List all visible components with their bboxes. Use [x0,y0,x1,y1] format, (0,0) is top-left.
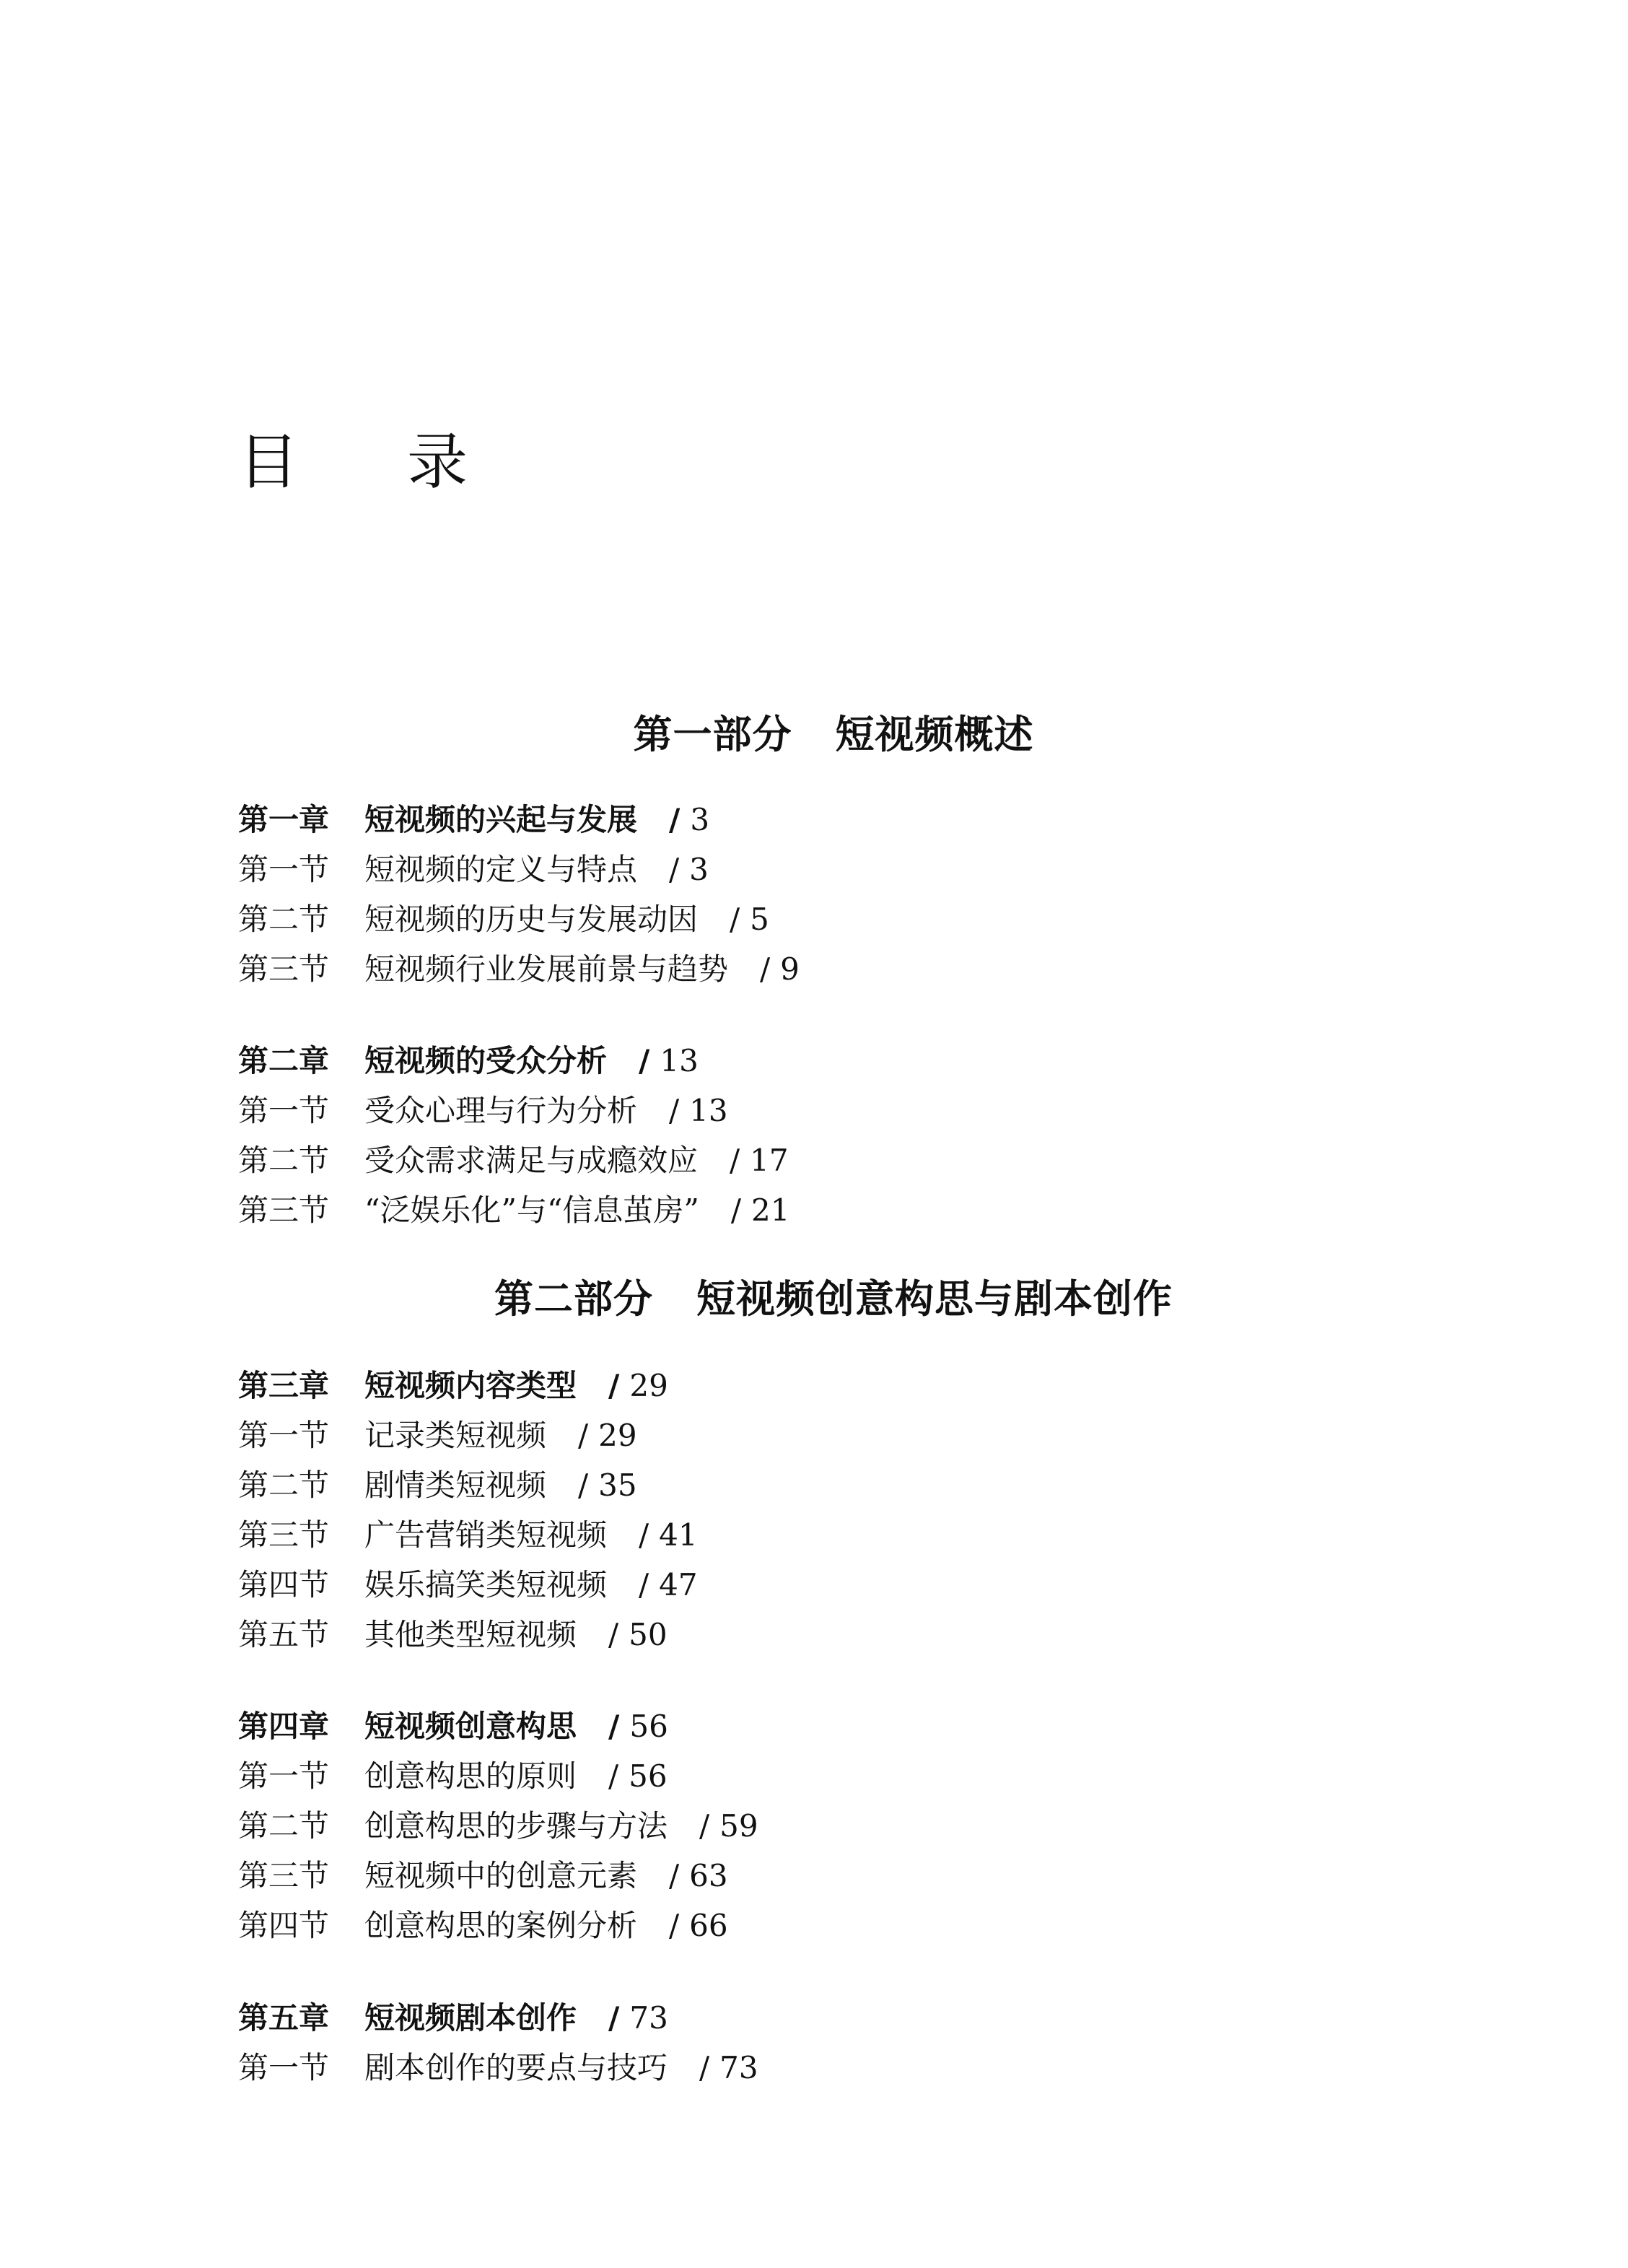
part-label: 第二部分 [494,1276,653,1322]
page-separator: / [608,1617,619,1652]
chapter-group [238,1701,758,1950]
chapter-title: 短视频剧本创作 [364,2000,577,2036]
part-heading [0,1274,1628,1325]
section-entry[interactable] [238,2043,758,2093]
section-label: 第一节 [238,2050,330,2085]
section-label: 第一节 [238,1093,330,1128]
page-separator: / [639,1567,649,1602]
page-separator: / [608,1709,620,1744]
section-label: 第四节 [238,1908,330,1943]
page-number: 66 [689,1908,728,1943]
section-entry[interactable] [238,1901,758,1950]
section-label: 第三节 [238,951,330,987]
section-title: 广告营销类短视频 [364,1517,608,1553]
page-separator: / [608,2000,620,2036]
section-title: 娱乐搞笑类短视频 [364,1567,608,1602]
section-title: 剧情类短视频 [364,1467,547,1503]
toc-title-char: 录 [407,427,468,497]
toc-title [238,426,468,498]
section-entry[interactable] [238,1410,698,1460]
page-number: 29 [598,1418,637,1453]
page-number: 5 [750,902,769,937]
section-label: 第五节 [238,1617,330,1652]
section-title: “泛娱乐化”与“信息茧房” [364,1192,699,1228]
section-label: 第三节 [238,1858,330,1893]
chapter-group [238,1036,790,1235]
section-entry[interactable] [238,845,800,894]
section-label: 第一节 [238,1418,330,1453]
page-number: 3 [689,852,709,887]
chapter-entry[interactable] [238,1036,790,1086]
chapter-entry[interactable] [238,795,800,845]
page-number: 56 [629,1709,668,1744]
section-title: 受众需求满足与成瘾效应 [364,1143,699,1178]
part-heading [0,710,1628,760]
section-entry[interactable] [238,1135,790,1185]
section-title: 记录类短视频 [364,1418,547,1453]
page-number: 50 [629,1617,668,1652]
page-number: 41 [659,1517,698,1553]
page-number: 47 [659,1567,698,1602]
page-separator: / [578,1418,589,1453]
chapter-label: 第四章 [238,1709,330,1744]
page-separator: / [699,1808,710,1844]
page-number: 21 [751,1192,790,1228]
section-label: 第三节 [238,1192,330,1228]
section-label: 第三节 [238,1517,330,1553]
page-separator: / [730,902,740,937]
page-separator: / [669,1908,680,1943]
section-entry[interactable] [238,1460,698,1510]
section-title: 创意构思的原则 [364,1758,577,1794]
section-entry[interactable] [238,894,800,944]
section-entry[interactable] [238,1610,698,1659]
section-entry[interactable] [238,1185,790,1235]
section-entry[interactable] [238,1560,698,1610]
chapter-label: 第五章 [238,2000,330,2036]
section-title: 创意构思的案例分析 [364,1908,638,1943]
chapter-entry[interactable] [238,1993,758,2043]
section-label: 第二节 [238,1808,330,1844]
chapter-title: 短视频内容类型 [364,1368,577,1403]
section-entry[interactable] [238,1086,790,1135]
section-entry[interactable] [238,1801,758,1851]
section-title: 其他类型短视频 [364,1617,577,1652]
section-label: 第二节 [238,1467,330,1503]
section-title: 短视频行业发展前景与趋势 [364,951,729,987]
page-number: 35 [598,1467,637,1503]
section-label: 第四节 [238,1567,330,1602]
section-title: 剧本创作的要点与技巧 [364,2050,668,2085]
page-separator: / [669,1093,680,1128]
section-title: 短视频中的创意元素 [364,1858,638,1893]
part-label: 第一部分 [633,712,792,757]
page-separator: / [669,802,680,837]
section-title: 短视频的定义与特点 [364,852,638,887]
page-separator: / [669,1858,680,1893]
section-entry[interactable] [238,1510,698,1560]
chapter-group [238,1361,698,1659]
section-title: 受众心理与行为分析 [364,1093,638,1128]
page-separator: / [760,951,771,987]
page-separator: / [578,1467,589,1503]
chapter-entry[interactable] [238,1361,698,1410]
page-number: 17 [750,1143,789,1178]
toc-title-char: 目 [238,427,299,497]
page-number: 3 [690,802,710,837]
page-separator: / [730,1143,740,1178]
part-title: 短视频创意构思与剧本创作 [696,1276,1173,1322]
chapter-label: 第二章 [238,1043,330,1078]
section-entry[interactable] [238,1751,758,1801]
section-title: 创意构思的步骤与方法 [364,1808,668,1844]
chapter-group [238,795,800,994]
section-title: 短视频的历史与发展动因 [364,902,699,937]
page-separator: / [669,852,680,887]
page-number: 56 [629,1758,668,1794]
section-entry[interactable] [238,1851,758,1901]
section-entry[interactable] [238,944,800,994]
page-separator: / [639,1043,650,1078]
chapter-title: 短视频的兴起与发展 [364,802,638,837]
page-number: 59 [719,1808,758,1844]
page-separator: / [699,2050,710,2085]
part-title: 短视频概述 [835,712,1034,757]
page-number: 29 [629,1368,668,1403]
page-separator: / [730,1192,742,1228]
section-label: 第一节 [238,852,330,887]
chapter-title: 短视频的受众分析 [364,1043,608,1078]
section-label: 第一节 [238,1758,330,1794]
page-number: 9 [780,951,800,987]
page-number: 73 [719,2050,758,2085]
chapter-entry[interactable] [238,1701,758,1751]
page-number: 73 [629,2000,668,2036]
page-number: 63 [689,1858,728,1893]
chapter-label: 第一章 [238,802,330,837]
page-separator: / [608,1758,619,1794]
section-label: 第二节 [238,1143,330,1178]
chapter-label: 第三章 [238,1368,330,1403]
page-number: 13 [689,1093,728,1128]
section-label: 第二节 [238,902,330,937]
chapter-group [238,1993,758,2093]
page-separator: / [608,1368,620,1403]
chapter-title: 短视频创意构思 [364,1709,577,1744]
page-number: 13 [660,1043,699,1078]
page-separator: / [639,1517,649,1553]
